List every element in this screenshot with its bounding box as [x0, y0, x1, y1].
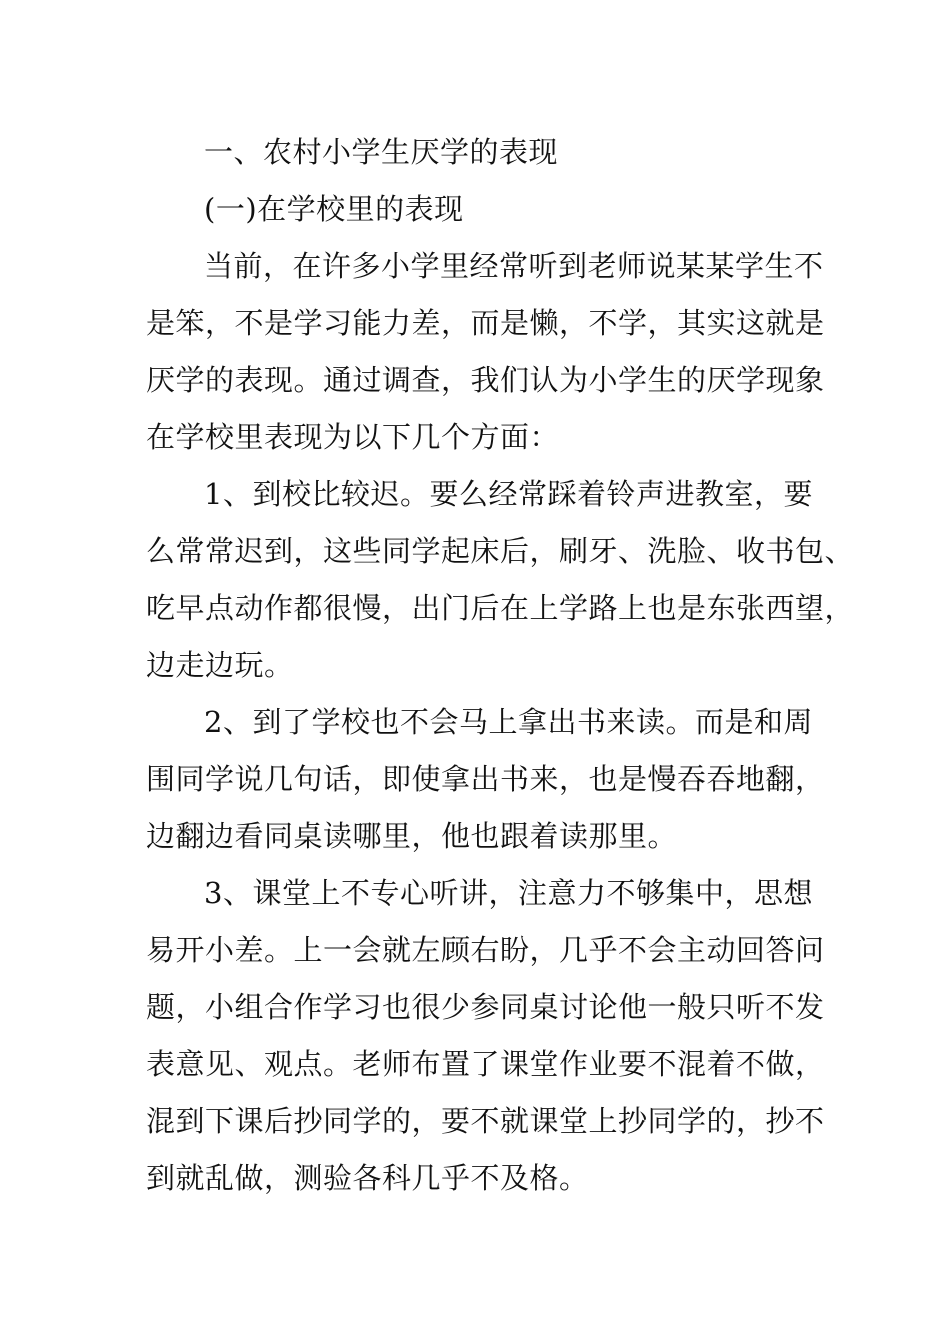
paragraph-line: 在学校里表现为以下几个方面：	[146, 420, 560, 454]
paragraph-line: 易开小差。上一会就左顾右盼，几乎不会主动回答问	[146, 933, 825, 967]
paragraph-line: 题，小组合作学习也很少参同桌讨论他一般只听不发	[146, 990, 825, 1024]
paragraph-line: 当前，在许多小学里经常听到老师说某某学生不	[204, 249, 824, 283]
paragraph-line: 到就乱做，测验各科几乎不及格。	[146, 1161, 589, 1195]
paragraph-line: 3、课堂上不专心听讲，注意力不够集中，思想	[204, 876, 813, 910]
paragraph-line: 边翻边看同桌读哪里，他也跟着读那里。	[146, 819, 678, 853]
section-heading: 一、农村小学生厌学的表现	[204, 135, 559, 169]
paragraph-line: 厌学的表现。通过调查，我们认为小学生的厌学现象	[146, 363, 825, 397]
paragraph-line: 边走边玩。	[146, 648, 294, 682]
paragraph-line: 吃早点动作都很慢，出门后在上学路上也是东张西望，	[146, 591, 855, 625]
paragraph-line: 么常常迟到，这些同学起床后，刷牙、洗脸、收书包、	[146, 534, 855, 568]
paragraph-line: 是笨，不是学习能力差，而是懒，不学，其实这就是	[146, 306, 825, 340]
subsection-heading: (一)在学校里的表现	[204, 192, 464, 226]
paragraph-line: 围同学说几句话，即使拿出书来，也是慢吞吞地翻，	[146, 762, 825, 796]
paragraph-line: 2、到了学校也不会马上拿出书来读。而是和周	[204, 705, 813, 739]
paragraph-line: 表意见、观点。老师布置了课堂作业要不混着不做，	[146, 1047, 825, 1081]
paragraph-line: 1、到校比较迟。要么经常踩着铃声进教室，要	[204, 477, 813, 511]
paragraph-line: 混到下课后抄同学的，要不就课堂上抄同学的，抄不	[146, 1104, 825, 1138]
